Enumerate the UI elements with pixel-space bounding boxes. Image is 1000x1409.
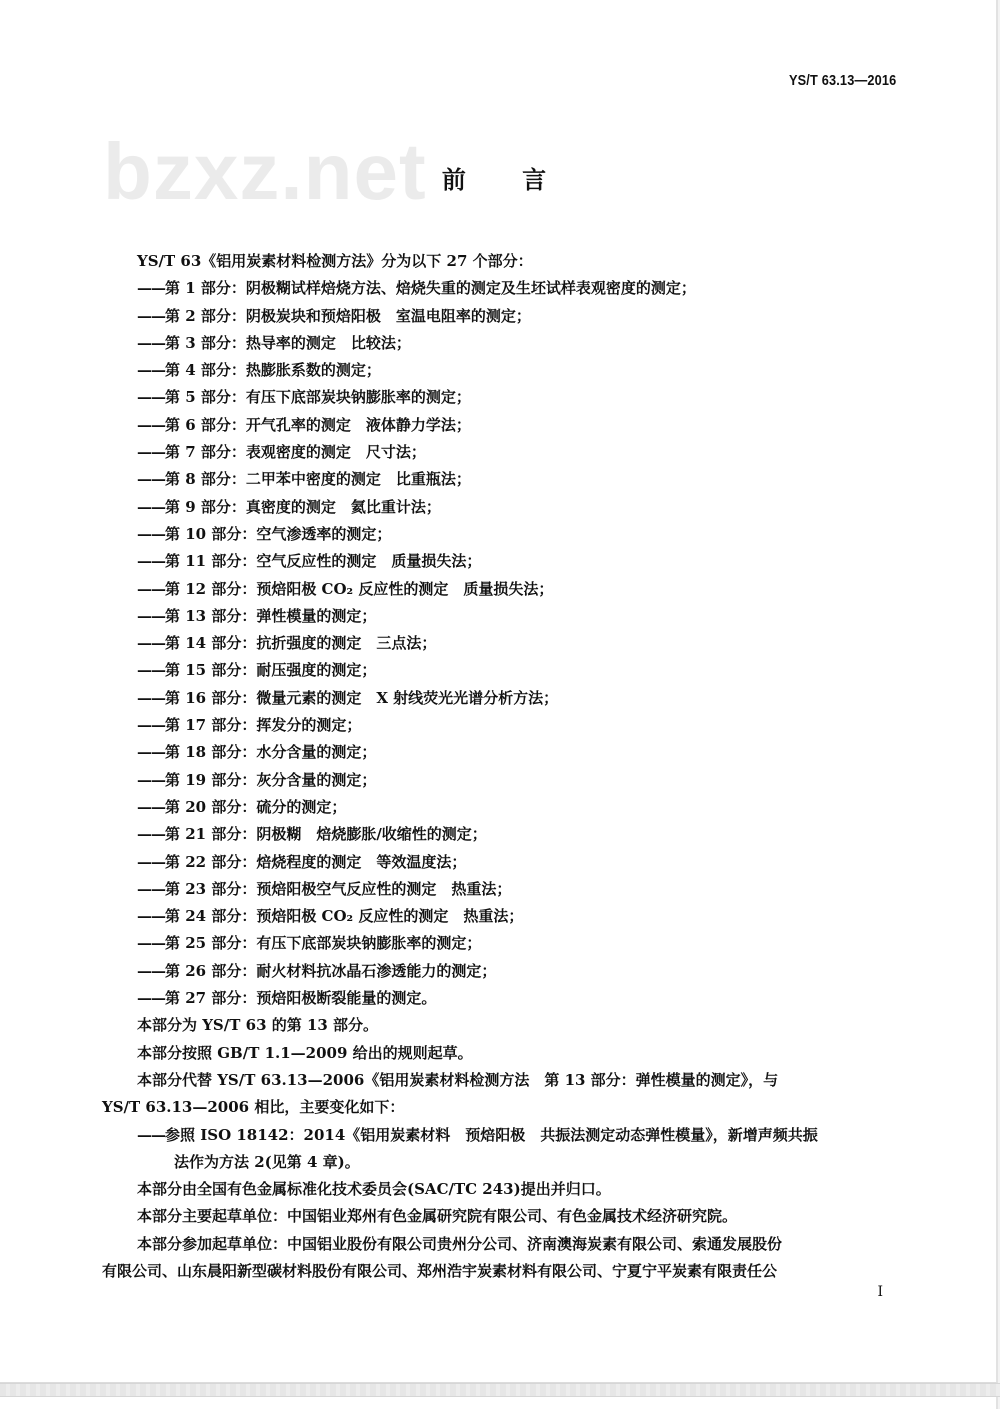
list-item <box>102 603 902 630</box>
list-item <box>102 521 902 548</box>
list-item-text: 第 20 部分：硫分的测定； <box>165 797 347 816</box>
dash: —— <box>137 797 165 816</box>
dash: —— <box>137 579 165 598</box>
list-item-text: 第 14 部分：抗折强度的测定 三点法； <box>165 634 437 653</box>
list-item <box>102 275 902 302</box>
dash: —— <box>137 661 165 680</box>
dash: —— <box>137 961 165 980</box>
dash: —— <box>137 989 165 1008</box>
page-title: 前 言 <box>441 166 571 194</box>
paragraph-part-number: 本部分为 YS/T 63 的第 13 部分。 <box>137 1016 379 1035</box>
dash: —— <box>137 306 165 325</box>
paragraph-participating-drafters-line2: 有限公司、山东晨阳新型碳材料股份有限公司、郑州浩宇炭素材料有限公司、宁夏宁平炭素有限责任公 <box>102 1261 778 1280</box>
dash: —— <box>137 907 165 926</box>
list-item-text: 第 17 部分：挥发分的测定； <box>165 716 362 735</box>
parts-list <box>102 275 902 1012</box>
dash: —— <box>137 415 165 434</box>
list-item <box>102 985 902 1012</box>
next-page-edge <box>0 1397 998 1409</box>
list-item-text: 第 16 部分：微量元素的测定 X 射线荧光光谱分析方法； <box>165 688 559 707</box>
dash: —— <box>137 497 165 516</box>
list-item <box>102 357 902 384</box>
list-item-text: 第 1 部分：阴极糊试样焙烧方法、焙烧失重的测定及生坯试样表观密度的测定； <box>165 279 696 298</box>
list-item <box>102 548 902 575</box>
list-item-text: 第 10 部分：空气渗透率的测定； <box>165 524 392 543</box>
list-item <box>102 412 902 439</box>
page-separator <box>0 1383 1000 1397</box>
dash: —— <box>137 279 165 298</box>
list-item <box>102 903 902 930</box>
change-text: 参照 ISO 18142：2014《铝用炭素材料 预焙阳极 共振法测定动态弹性模量》，新增声频共振 <box>165 1125 818 1144</box>
list-item <box>102 630 902 657</box>
paragraph-replaces-line1: 本部分代替 YS/T 63.13—2006《铝用炭素材料检测方法 第 13 部分：弹性模量的测定》，与 <box>137 1070 779 1089</box>
list-item-text: 第 25 部分：有压下底部炭块钠膨胀率的测定； <box>165 934 482 953</box>
list-item <box>102 930 902 957</box>
standard-code: YS/T 63.13—2016 <box>788 72 896 89</box>
list-item-text: 第 5 部分：有压下底部炭块钠膨胀率的测定； <box>165 388 471 407</box>
list-item <box>102 439 902 466</box>
list-item-text: 第 27 部分：预焙阳极断裂能量的测定。 <box>165 989 437 1008</box>
list-item-text: 第 15 部分：耐压强度的测定； <box>165 661 377 680</box>
list-item-text: 第 6 部分：开气孔率的测定 液体静力学法； <box>165 415 471 434</box>
list-item-text: 第 24 部分：预焙阳极 CO₂ 反应性的测定 热重法； <box>165 907 524 926</box>
list-item-text: 第 19 部分：灰分含量的测定； <box>165 770 377 789</box>
dash: —— <box>137 934 165 953</box>
list-item <box>102 958 902 985</box>
paragraph-participating-drafters-line1: 本部分参加起草单位：中国铝业股份有限公司贵州分公司、济南澳海炭素有限公司、索通发展股份 <box>137 1234 783 1253</box>
list-item <box>102 576 902 603</box>
watermark: bzxz.net <box>103 127 427 216</box>
list-item-text: 第 18 部分：水分含量的测定； <box>165 743 377 762</box>
paragraph-main-drafters: 本部分主要起草单位：中国铝业郑州有色金属研究院有限公司、有色金属技术经济研究院。 <box>137 1207 738 1226</box>
list-item <box>102 739 902 766</box>
list-item-text: 第 23 部分：预焙阳极空气反应性的测定 热重法； <box>165 879 512 898</box>
list-item-text: 第 9 部分：真密度的测定 氦比重计法； <box>165 497 441 516</box>
list-item-text: 第 11 部分：空气反应性的测定 质量损失法； <box>165 552 482 571</box>
list-item-text: 第 26 部分：耐火材料抗冰晶石渗透能力的测定； <box>165 961 497 980</box>
list-item <box>102 330 902 357</box>
dash: —— <box>137 333 165 352</box>
list-item <box>102 794 902 821</box>
dash: —— <box>137 470 165 489</box>
list-item <box>102 685 902 712</box>
dash: —— <box>137 361 165 380</box>
list-item-text: 第 4 部分：热膨胀系数的测定； <box>165 361 381 380</box>
dash: —— <box>137 1125 165 1144</box>
dash: —— <box>137 688 165 707</box>
list-item <box>102 821 902 848</box>
list-item <box>102 466 902 493</box>
list-item-text: 第 12 部分：预焙阳极 CO₂ 反应性的测定 质量损失法； <box>165 579 554 598</box>
dash: —— <box>137 552 165 571</box>
list-item <box>102 767 902 794</box>
list-item <box>102 657 902 684</box>
dash: —— <box>137 606 165 625</box>
page-number: I <box>877 1284 883 1300</box>
list-item-text: 第 21 部分：阴极糊 焙烧膨胀/收缩性的测定； <box>165 825 487 844</box>
dash: —— <box>137 879 165 898</box>
paragraph-drafting-rules: 本部分按照 GB/T 1.1—2009 给出的规则起草。 <box>137 1043 473 1062</box>
dash: —— <box>137 852 165 871</box>
list-item-text: 第 13 部分：弹性模量的测定； <box>165 606 377 625</box>
list-item <box>102 849 902 876</box>
document-body <box>102 248 902 1285</box>
list-item-text: 第 3 部分：热导率的测定 比较法； <box>165 333 411 352</box>
change-item-line1 <box>102 1122 902 1149</box>
list-item-text: 第 22 部分：焙烧程度的测定 等效温度法； <box>165 852 467 871</box>
dash: —— <box>137 825 165 844</box>
list-item <box>102 876 902 903</box>
list-item <box>102 712 902 739</box>
change-item-line2: 法作为方法 2(见第 4 章)。 <box>174 1152 360 1171</box>
list-item <box>102 384 902 411</box>
paragraph-replaces-line2: YS/T 63.13—2006 相比，主要变化如下： <box>102 1098 405 1117</box>
list-item-text: 第 7 部分：表观密度的测定 尺寸法； <box>165 443 426 462</box>
list-item-text: 第 2 部分：阴极炭块和预焙阳极 室温电阻率的测定； <box>165 306 531 325</box>
list-item-text: 第 8 部分：二甲苯中密度的测定 比重瓶法； <box>165 470 471 489</box>
list-item <box>102 494 902 521</box>
dash: —— <box>137 743 165 762</box>
dash: —— <box>137 388 165 407</box>
dash: —— <box>137 443 165 462</box>
intro-paragraph: YS/T 63《铝用炭素材料检测方法》分为以下 27 个部分： <box>137 252 533 270</box>
dash: —— <box>137 524 165 543</box>
list-item <box>102 303 902 330</box>
dash: —— <box>137 770 165 789</box>
dash: —— <box>137 716 165 735</box>
dash: —— <box>137 634 165 653</box>
paragraph-proposed-by: 本部分由全国有色金属标准化技术委员会(SAC/TC 243)提出并归口。 <box>137 1180 611 1199</box>
